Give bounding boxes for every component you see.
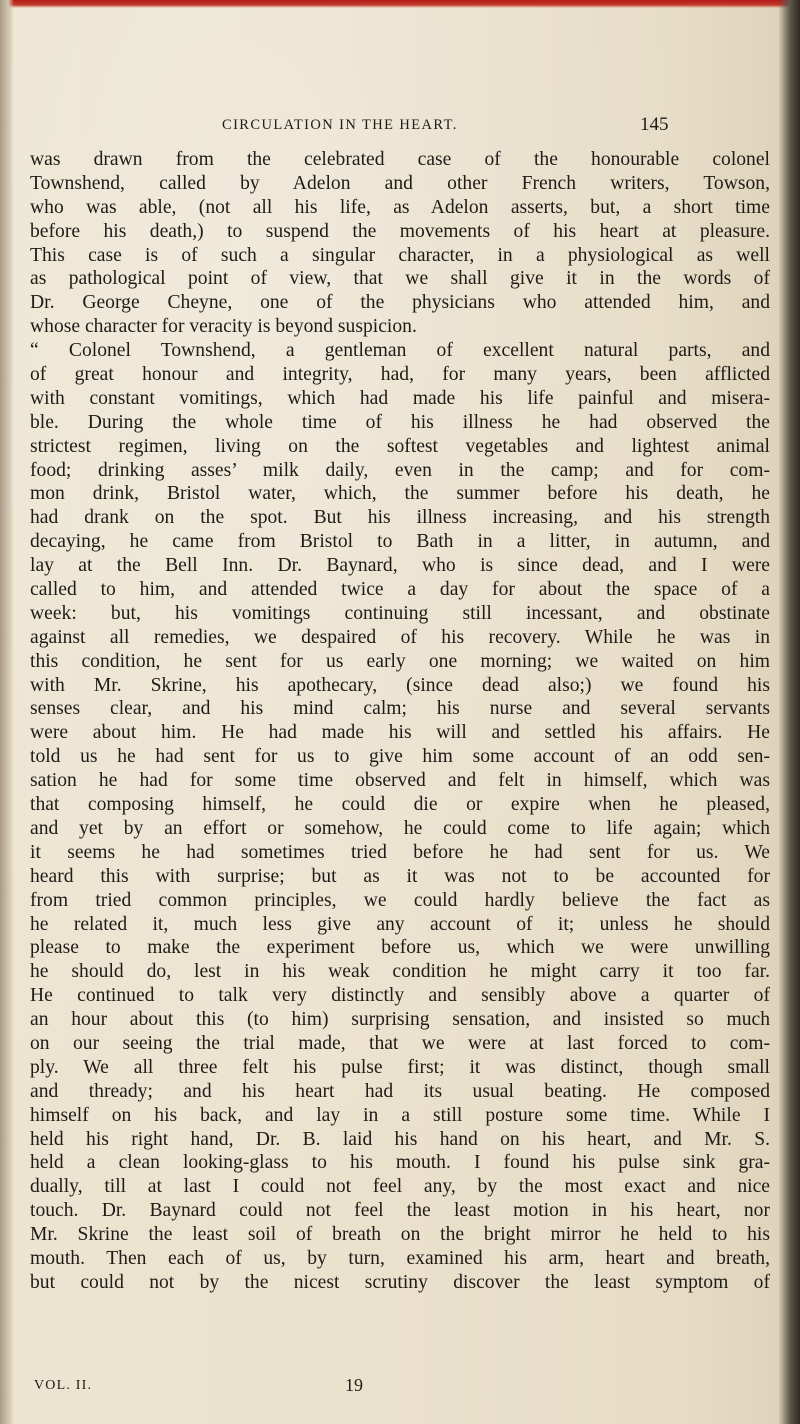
- text-line: an hour about this (to him) surprising sensation, and insisted so much: [30, 1009, 770, 1031]
- text-line: ble. During the whole time of his illness he had observed the: [30, 411, 770, 433]
- page-number: 145: [640, 114, 669, 135]
- text-line: ply. We all three felt his pulse first; it was distinct, though small: [30, 1056, 770, 1078]
- text-line: Townshend, called by Adelon and other French writers, Towson,: [30, 172, 770, 194]
- text-line: were about him. He had made his will and settled his affairs. He: [30, 722, 770, 744]
- text-line: Mr. Skrine the least soil of breath on the bright mirror he held to his: [30, 1224, 770, 1246]
- text-line: “ Colonel Townshend, a gentleman of excellent natural parts, and: [30, 340, 770, 362]
- text-line: food; drinking asses’ milk daily, even in the camp; and for com-: [30, 459, 770, 481]
- text-line: mon drink, Bristol water, which, the summer before his death, he: [30, 483, 770, 505]
- page-top-edge: [0, 0, 800, 8]
- text-line: himself on his back, and lay in a still posture some time. While I: [30, 1104, 770, 1126]
- text-line: week: but, his vomitings continuing still incessant, and obstinate: [30, 602, 770, 624]
- text-line: he related it, much less give any account of it; unless he should: [30, 913, 770, 935]
- page-left-edge: [0, 0, 14, 1424]
- text-line: told us he had sent for us to give him some account of an odd sen-: [30, 746, 770, 768]
- text-line: with constant vomitings, which had made his life painful and misera-: [30, 387, 770, 409]
- text-line: that composing himself, he could die or expire when he pleased,: [30, 794, 770, 816]
- text-line: before his death,) to suspend the movements of his heart at pleasure.: [30, 220, 770, 242]
- text-line: with Mr. Skrine, his apothecary, (since dead also;) we found his: [30, 674, 770, 696]
- text-line: decaying, he came from Bristol to Bath in a litter, in autumn, and: [30, 531, 770, 553]
- text-line: This case is of such a singular character, in a physiological as well: [30, 244, 770, 266]
- text-line: He continued to talk very distinctly and sensibly above a quarter of: [30, 985, 770, 1007]
- signature-mark: 19: [345, 1375, 363, 1395]
- text-line: lay at the Bell Inn. Dr. Baynard, who is since dead, and I were: [30, 555, 770, 577]
- text-line: whose character for veracity is beyond suspicion.: [30, 316, 417, 338]
- text-line: dually, till at last I could not feel any, by the most exact and nice: [30, 1176, 770, 1198]
- text-line: of great honour and integrity, had, for many years, been afflicted: [30, 364, 770, 386]
- volume-signature: VOL. II.: [34, 1378, 93, 1393]
- running-title: CIRCULATION IN THE HEART.: [222, 117, 458, 133]
- text-line: Dr. George Cheyne, one of the physicians who attended him, and: [30, 292, 770, 314]
- text-line: strictest regimen, living on the softest vegetables and lightest animal: [30, 435, 770, 457]
- text-line: and yet by an effort or somehow, he could come to life again; which: [30, 817, 770, 839]
- page-footer: [0, 1375, 800, 1398]
- text-line: but could not by the nicest scrutiny discover the least symptom of: [30, 1271, 770, 1293]
- text-line: held his right hand, Dr. B. laid his hand on his heart, and Mr. S.: [30, 1128, 770, 1150]
- text-line: he should do, lest in his weak condition he might carry it too far.: [30, 961, 770, 983]
- running-head: [0, 114, 800, 141]
- text-line: senses clear, and his mind calm; his nurse and several servants: [30, 698, 770, 720]
- text-line: called to him, and attended twice a day for about the space of a: [30, 579, 770, 601]
- page-gutter-shadow: [778, 0, 800, 1424]
- text-line: please to make the experiment before us, which we were unwilling: [30, 937, 770, 959]
- text-line: held a clean looking-glass to his mouth. I found his pulse sink gra-: [30, 1152, 770, 1174]
- text-line: on our seeing the trial made, that we were at last forced to com-: [30, 1032, 770, 1054]
- text-line: was drawn from the celebrated case of the honourable colonel: [30, 149, 770, 170]
- body-text: [30, 148, 770, 1295]
- text-line: mouth. Then each of us, by turn, examined his arm, heart and breath,: [30, 1247, 770, 1269]
- text-line: it seems he had sometimes tried before he had sent for us. We: [30, 841, 770, 863]
- text-line: as pathological point of view, that we shall give it in the words of: [30, 268, 770, 290]
- text-line: and thready; and his heart had its usual beating. He composed: [30, 1080, 770, 1102]
- text-line: heard this with surprise; but as it was not to be accounted for: [30, 865, 770, 887]
- text-line: who was able, (not all his life, as Adelon asserts, but, a short time: [30, 196, 770, 218]
- text-line: against all remedies, we despaired of his recovery. While he was in: [30, 626, 770, 648]
- text-line: sation he had for some time observed and felt in himself, which was: [30, 770, 770, 792]
- text-line: from tried common principles, we could hardly believe the fact as: [30, 889, 770, 911]
- text-line: this condition, he sent for us early one morning; we waited on him: [30, 650, 770, 672]
- text-line: touch. Dr. Baynard could not feel the least motion in his heart, nor: [30, 1200, 770, 1222]
- text-line: had drank on the spot. But his illness increasing, and his strength: [30, 507, 770, 529]
